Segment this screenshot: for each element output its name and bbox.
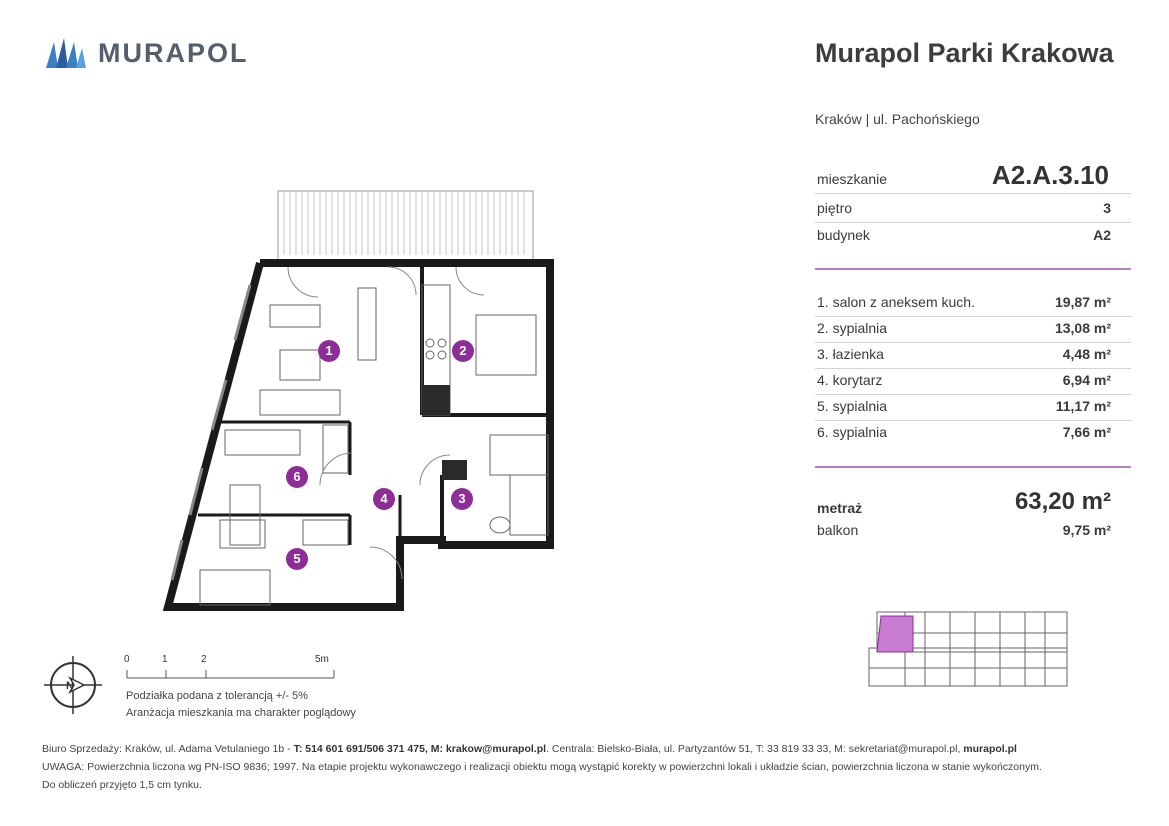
room-marker-2: 2 (452, 340, 474, 362)
room-name: 4. korytarz (817, 372, 883, 388)
balcony-label: balkon (817, 522, 859, 538)
balcony-value: 9,75 m² (1062, 522, 1111, 538)
separator (815, 466, 1131, 468)
room-marker-4: 4 (373, 488, 395, 510)
shaft-block (442, 460, 467, 480)
apartment-row (815, 150, 1131, 194)
brand-name: MURAPOL (98, 38, 249, 68)
footer-sales-office: Biuro Sprzedaży: Kraków, ul. Adama Vetulaniego 1b - (42, 743, 294, 755)
scale-tick: 5m (315, 654, 329, 665)
room-area: 19,87 m² (1054, 294, 1111, 310)
compass-letter: N (66, 680, 74, 692)
footer-line-contact (42, 740, 1152, 758)
footer (42, 740, 1152, 794)
room-row (815, 317, 1131, 343)
room-marker-6: 6 (286, 466, 308, 488)
building-value: A2 (1093, 227, 1111, 243)
total-area-label: metraż (817, 500, 863, 516)
scale-notes (126, 688, 356, 722)
scale-tick: 1 (162, 654, 168, 665)
room-row (815, 421, 1131, 446)
floor-plan (160, 185, 580, 615)
room-area: 11,17 m² (1055, 398, 1111, 414)
arrangement-note: Aranżacja mieszkania ma charakter poglądowy (126, 707, 356, 719)
room-row (815, 395, 1131, 421)
furniture (200, 288, 548, 605)
footer-line-plaster: Do obliczeń przyjęto 1,5 cm tynku. (42, 779, 202, 791)
floor-label: piętro (817, 200, 853, 216)
murapol-logo (46, 38, 249, 68)
footer-line-notice: UWAGA: Powierzchnia liczona wg PN-ISO 9836; 1997. Na etapie projektu wykonawczego i realizacji obiektu mogą wystąpić korekty w powierzchni lokali i układzie ścian, powierzchnia liczona w stanie wykończonym. (42, 761, 1042, 773)
highlighted-apartment (877, 616, 913, 652)
balcony-area (278, 191, 533, 261)
room-marker-1: 1 (318, 340, 340, 362)
total-area-value: 63,20 m² (1014, 488, 1111, 515)
scale-tick: 2 (201, 654, 207, 665)
footer-phone-email[interactable]: T: 514 601 691/506 371 475, M: krakow@murapol.pl (293, 743, 547, 755)
room-name: 6. sypialnia (817, 424, 888, 440)
room-name: 3. łazienka (817, 346, 884, 362)
room-row (815, 288, 1131, 317)
scale-tolerance-note: Podziałka podana z tolerancją +/- 5% (126, 690, 308, 702)
room-row (815, 343, 1131, 369)
compass-icon (44, 656, 102, 714)
apartment-label: mieszkanie (817, 171, 888, 187)
footer-website-link[interactable]: murapol.pl (963, 743, 1017, 755)
total-area-row (815, 486, 1131, 522)
room-area: 6,94 m² (1062, 372, 1111, 388)
scale-tick: 0 (124, 654, 130, 665)
building-key-plan (865, 608, 1070, 690)
room-name: 1. salon z aneksem kuch. (817, 294, 975, 310)
separator (815, 268, 1131, 270)
project-location: Kraków | ul. Pachońskiego (815, 111, 980, 127)
room-area: 7,66 m² (1062, 424, 1111, 440)
building-label: budynek (817, 227, 870, 243)
scale-bar (126, 668, 336, 680)
room-marker-5: 5 (286, 548, 308, 570)
kitchen-fridge (422, 385, 450, 415)
room-row (815, 369, 1131, 395)
floor-row (815, 194, 1131, 223)
room-name: 5. sypialnia (817, 398, 888, 414)
footer-headquarters: . Centrala: Bielsko-Biała, ul. Partyzantów 51, T: 33 819 33 33, M: sekretariat@murapol.pl, (546, 743, 964, 755)
balcony-row (815, 522, 1131, 544)
room-name: 2. sypialnia (817, 320, 888, 336)
building-row (815, 223, 1131, 249)
room-area: 13,08 m² (1054, 320, 1111, 336)
murapol-logo-icon (46, 38, 88, 68)
project-title: Murapol Parki Krakowa (815, 38, 1114, 68)
apartment-id: A2.A.3.10 (991, 160, 1109, 190)
room-marker-3: 3 (451, 488, 473, 510)
room-area: 4,48 m² (1062, 346, 1111, 362)
floor-value: 3 (1103, 200, 1111, 216)
